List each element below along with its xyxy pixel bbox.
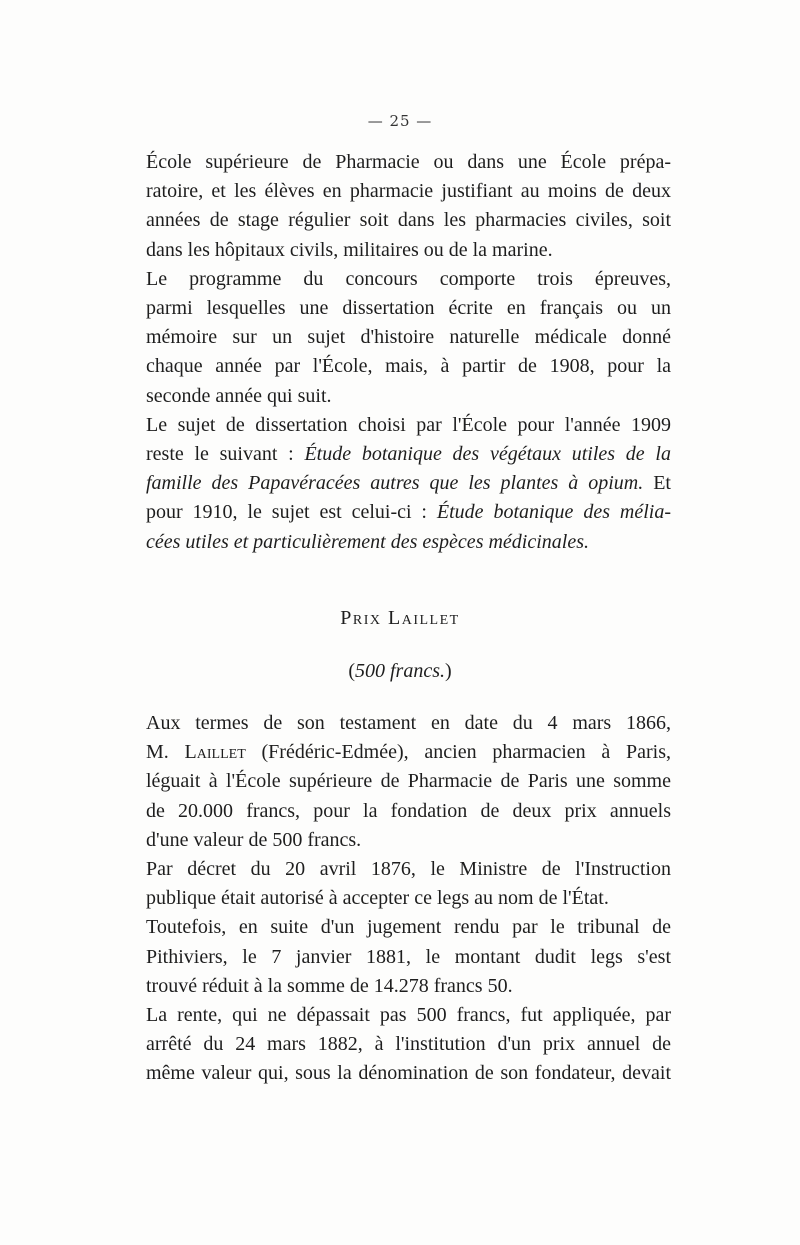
text-block-lower — [146, 709, 671, 1089]
text-italic: Étude botanique des végétaux utiles de la — [304, 443, 671, 466]
paragraph-6 — [146, 913, 671, 1001]
text-line: années de stage régulier soit dans les pharmacies civiles, soit — [146, 209, 671, 232]
text-line: parmi lesquelles une dissertation écrite en français ou un — [146, 297, 671, 320]
text-plain: M. — [146, 741, 185, 764]
text-line: même valeur qui, sous la dénomination de son fondateur, devait — [146, 1062, 671, 1085]
text-line: mémoire sur un sujet d'histoire naturelle médicale donné — [146, 326, 671, 349]
text-line: publique était autorisé à accepter ce legs au nom de l'État. — [146, 887, 609, 910]
text-plain: reste le suivant : — [146, 443, 305, 466]
text-line — [146, 738, 671, 767]
paragraph-7 — [146, 1001, 671, 1089]
amount-text: 500 francs. — [355, 660, 445, 682]
paragraph-2 — [146, 265, 671, 411]
text-line: Le sujet de dissertation choisi par l'École pour l'année 1909 — [146, 413, 671, 436]
text-line: seconde année qui suit. — [146, 384, 332, 407]
section-title-second: Laillet — [388, 607, 460, 629]
text-line: d'une valeur de 500 francs. — [146, 828, 362, 851]
paragraph-1 — [146, 148, 671, 265]
text-line: La rente, qui ne dépassait pas 500 francs, fut appliquée, par — [146, 1004, 671, 1027]
text-plain: (Frédéric-Edmée), ancien pharmacien à Paris, — [261, 741, 672, 764]
paragraph-5 — [146, 855, 671, 913]
person-name: Laillet — [184, 741, 246, 764]
text-line: dans les hôpitaux civils, militaires ou de la marine. — [146, 238, 553, 261]
text-plain: pour 1910, le sujet est celui-ci : — [146, 501, 437, 524]
text-line: léguait à l'École supérieure de Pharmacie de Paris une somme — [146, 770, 671, 793]
amount-open: ( — [348, 660, 355, 682]
text-line: École supérieure de Pharmacie ou dans une École prépa- — [146, 151, 671, 173]
text-block-upper — [146, 148, 671, 557]
text-line: de 20.000 francs, pour la fondation de deux prix annuels — [146, 799, 671, 822]
amount-close: ) — [445, 660, 452, 682]
text-line: arrêté du 24 mars 1882, à l'institution d'un prix annuel de — [146, 1033, 671, 1056]
paragraph-4 — [146, 709, 671, 855]
page-number: — 25 — — [367, 112, 433, 130]
text-line — [146, 469, 671, 498]
text-line: trouvé réduit à la somme de 14.278 francs 50. — [146, 974, 513, 997]
paragraph-3 — [146, 411, 671, 557]
text-line: Par décret du 20 avril 1876, le Ministre de l'Instruction — [146, 858, 671, 881]
text-line: Toutefois, en suite d'un jugement rendu par le tribunal de — [146, 916, 671, 939]
text-line: ratoire, et les élèves en pharmacie justifiant au moins de deux — [146, 180, 671, 203]
text-line — [146, 498, 671, 527]
text-italic: famille des Papavéracées autres que les plantes à opium. — [146, 472, 644, 495]
text-line: Le programme du concours comporte trois épreuves, — [146, 267, 671, 290]
text-line: chaque année par l'École, mais, à partir de 1908, pour la — [146, 355, 671, 378]
text-line: Pithiviers, le 7 janvier 1881, le montant dudit legs s'est — [146, 945, 671, 968]
section-title — [0, 607, 800, 630]
prize-amount — [0, 660, 800, 683]
text-line — [146, 528, 671, 557]
text-plain: Et — [643, 472, 671, 495]
text-italic: cées utiles et particulièrement des espèces médicinales. — [146, 530, 589, 553]
text-line: Aux termes de son testament en date du 4 mars 1866, — [146, 712, 671, 734]
section-title-first: Prix — [340, 607, 382, 629]
text-line — [146, 440, 671, 469]
text-italic: Étude botanique des mélia- — [436, 501, 671, 524]
